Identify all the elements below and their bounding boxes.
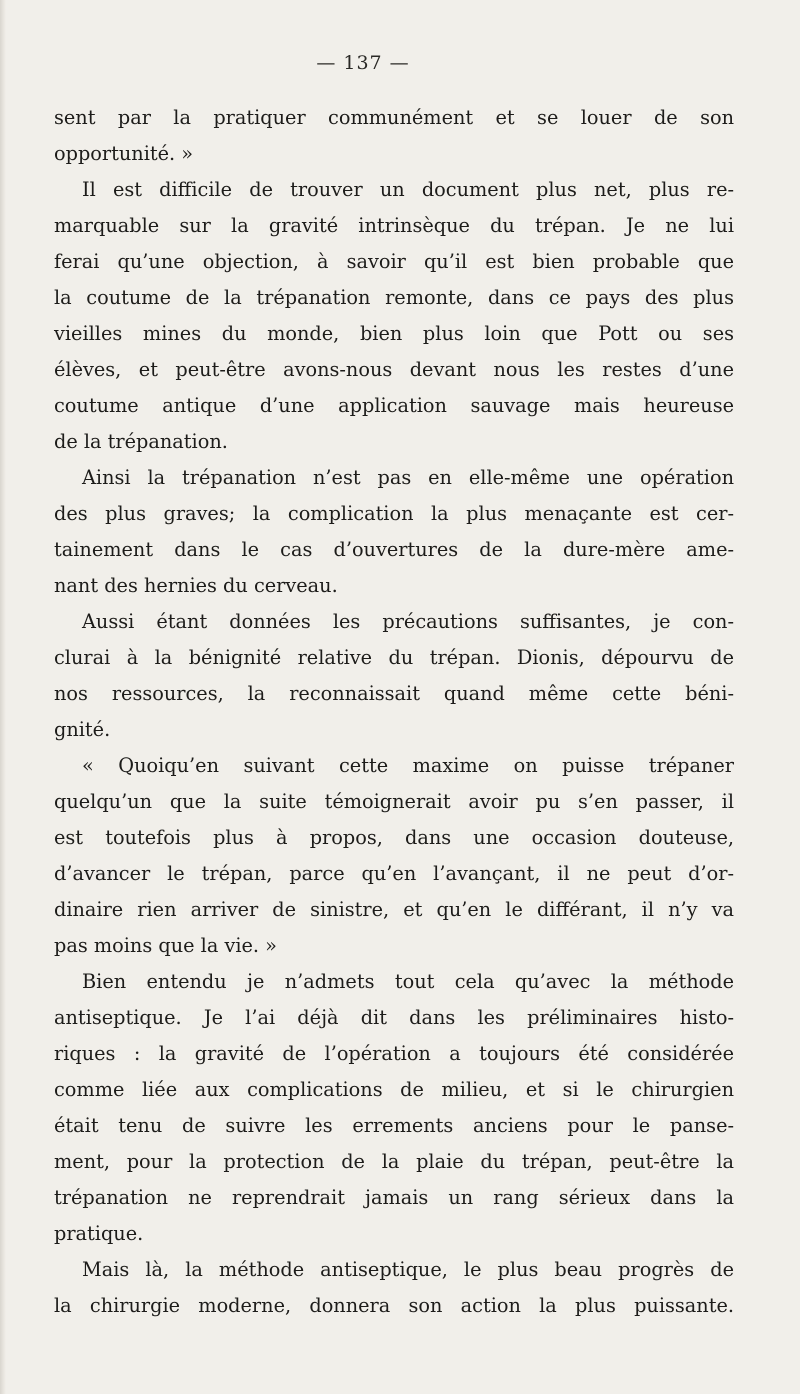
body-text — [54, 100, 734, 1324]
text-line: opportunité. » — [54, 142, 194, 165]
text-line: Il est difficile de trouver un document plus net, plus re- — [82, 178, 734, 201]
text-line: ferai qu’une objection, à savoir qu’il est bien probable que — [54, 250, 734, 273]
text-line: pratique. — [54, 1222, 144, 1245]
text-line: Mais là, la méthode antiseptique, le plus beau progrès de — [82, 1258, 734, 1281]
text-line: est toutefois plus à propos, dans une occasion douteuse, — [54, 826, 734, 849]
text-line: antiseptique. Je l’ai déjà dit dans les préliminaires histo- — [54, 1006, 734, 1029]
text-line: nos ressources, la reconnaissait quand même cette béni- — [54, 682, 734, 705]
text-line: coutume antique d’une application sauvage mais heureuse — [54, 394, 734, 417]
page-edge — [0, 0, 6, 1394]
text-line: gnité. — [54, 718, 111, 741]
text-line: élèves, et peut-être avons-nous devant nous les restes d’une — [54, 358, 734, 381]
text-line: ment, pour la protection de la plaie du trépan, peut-être la — [54, 1150, 734, 1173]
text-line: vieilles mines du monde, bien plus loin que Pott ou ses — [54, 322, 734, 345]
text-line: la chirurgie moderne, donnera son action la plus puissante. — [54, 1294, 734, 1317]
text-line: la coutume de la trépanation remonte, dans ce pays des plus — [54, 286, 734, 309]
text-line: de la trépanation. — [54, 430, 228, 453]
page-number: — 137 — — [316, 52, 410, 74]
text-line: « Quoiqu’en suivant cette maxime on puisse trépaner — [82, 754, 734, 777]
text-line: des plus graves; la complication la plus menaçante est cer- — [54, 502, 734, 525]
text-line: pas moins que la vie. » — [54, 934, 277, 957]
text-line: Ainsi la trépanation n’est pas en elle-même une opération — [82, 466, 734, 489]
text-line: tainement dans le cas d’ouvertures de la dure-mère ame- — [54, 538, 734, 561]
text-line: quelqu’un que la suite témoignerait avoir pu s’en passer, il — [54, 790, 734, 813]
text-line: dinaire rien arriver de sinistre, et qu’en le différant, il n’y va — [54, 898, 734, 921]
text-line: comme liée aux complications de milieu, et si le chirurgien — [54, 1078, 734, 1101]
text-line: d’avancer le trépan, parce qu’en l’avançant, il ne peut d’or- — [54, 862, 734, 885]
text-line: riques : la gravité de l’opération a toujours été considérée — [54, 1042, 734, 1065]
text-line: nant des hernies du cerveau. — [54, 574, 338, 597]
text-line: Aussi étant données les précautions suffisantes, je con- — [82, 610, 734, 633]
text-line: était tenu de suivre les errements anciens pour le panse- — [54, 1114, 734, 1137]
text-line: marquable sur la gravité intrinsèque du trépan. Je ne lui — [54, 214, 734, 237]
text-line: trépanation ne reprendrait jamais un rang sérieux dans la — [54, 1186, 734, 1209]
text-line: Bien entendu je n’admets tout cela qu’avec la méthode — [82, 970, 734, 993]
text-line: sent par la pratiquer communément et se louer de son — [54, 106, 734, 129]
text-line: clurai à la bénignité relative du trépan. Dionis, dépourvu de — [54, 646, 734, 669]
